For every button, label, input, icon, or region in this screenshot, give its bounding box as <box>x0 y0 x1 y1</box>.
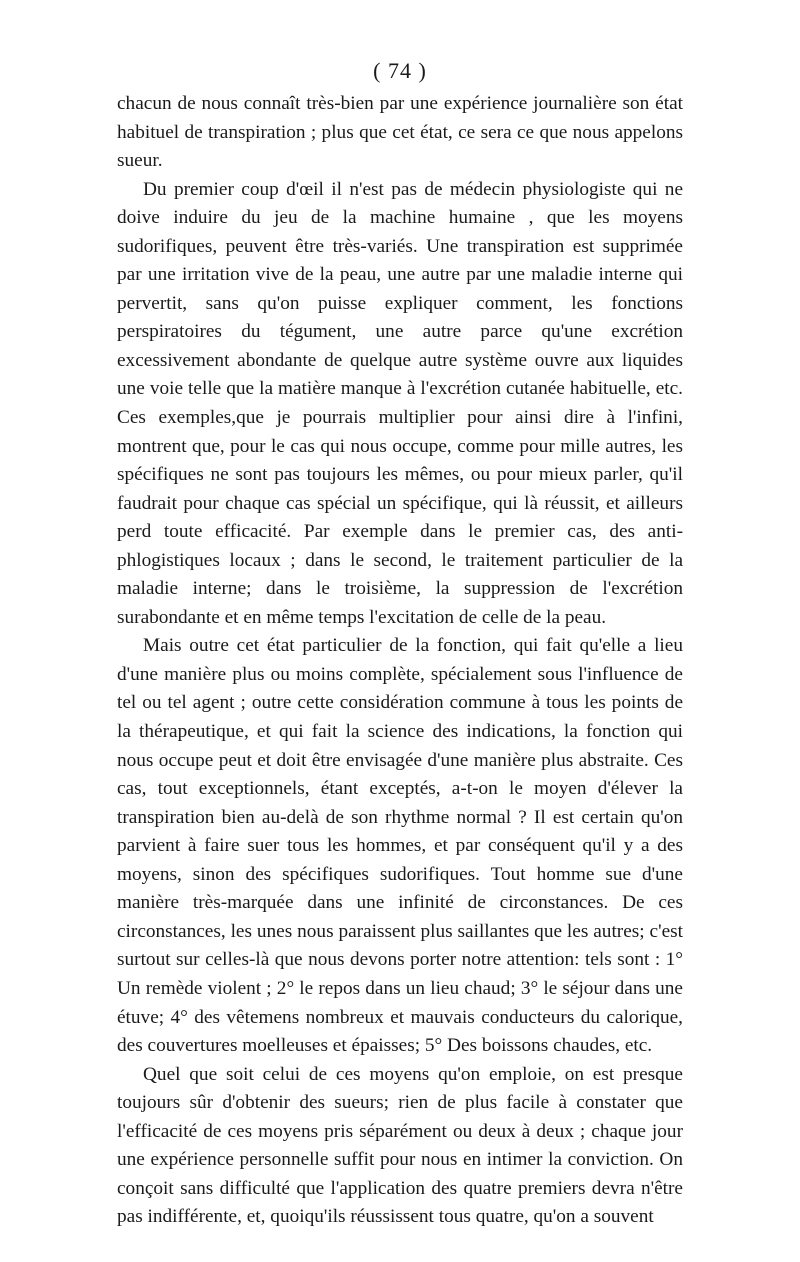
paragraph-continued: chacun de nous connaît très-bien par une expérience journalière son état habituel de transpiration ; plus que cet état, ce sera ce que nous appelons sueur. <box>117 93 683 172</box>
body-text <box>117 90 683 1232</box>
page-number: ( 74 ) <box>373 58 427 83</box>
paragraph: Du premier coup d'œil il n'est pas de médecin physiologiste qui ne doive induire du jeu de la machine humaine , que les moyens sudorifiques, peuvent être très-variés. Une transpiration est supprimée par une irritation vive de la peau, une autre par une maladie interne qui pervertit, sans qu'on puisse expliquer comment, les fonctions perspiratoires du tégument, une autre parce qu'une excrétion excessivement abondante de quelque autre système ouvre aux liquides une voie telle que la matière manque à l'excrétion cutanée habituelle, etc. Ces exemples,que je pourrais multiplier pour ainsi dire à l'infini, montrent que, pour le cas qui nous occupe, comme pour mille autres, les spécifiques ne sont pas toujours les mêmes, ou pour mieux parler, qu'il faudrait pour chaque cas spécial un spécifique, qui là réussit, et ailleurs perd toute efficacité. Par exemple dans le premier cas, des anti-phlogistiques locaux ; dans le second, le traitement particulier de la maladie interne; dans le troisième, la suppression de l'excrétion surabondante et en même temps l'excitation de celle de la peau. <box>117 178 683 628</box>
paragraph: Mais outre cet état particulier de la fonction, qui fait qu'elle a lieu d'une manière plus ou moins complète, spécialement sous l'influence de tel ou tel agent ; outre cette considération commune à tous les points de la thérapeutique, et qui fait la science des indications, la fonction qui nous occupe peut et doit être envisagée d'une manière plus abstraite. Ces cas, tout exceptionnels, étant exceptés, a-t-on le moyen d'élever la transpiration bien au-delà de son rhythme normal ? Il est certain qu'on parvient à faire suer tous les hommes, et par conséquent qu'il y a des moyens, sinon des spécifiques sudorifiques. Tout homme sue d'une manière très-marquée dans une infinité de circonstances. De ces circonstances, les unes nous paraissent plus saillantes que les autres; c'est surtout sur celles-là que nous devons porter notre attention: tels sont : 1° Un remède violent ; 2° le repos dans un lieu chaud; 3° le séjour dans une étuve; 4° des vêtemens nombreux et mauvais conducteurs du calorique, des couvertures moelleuses et épaisses; 5° Des boissons chaudes, etc. <box>117 635 683 1057</box>
paragraph: Quel que soit celui de ces moyens qu'on emploie, on est presque toujours sûr d'obtenir des sueurs; rien de plus facile à constater que l'efficacité de ces moyens pris séparément ou deux à deux ; chaque jour une expérience personnelle suffit pour nous en intimer la conviction. On conçoit sans difficulté que l'application des quatre premiers devra n'être pas indifférente, et, quoiqu'ils réussissent tous quatre, qu'on a souvent <box>117 1063 683 1228</box>
